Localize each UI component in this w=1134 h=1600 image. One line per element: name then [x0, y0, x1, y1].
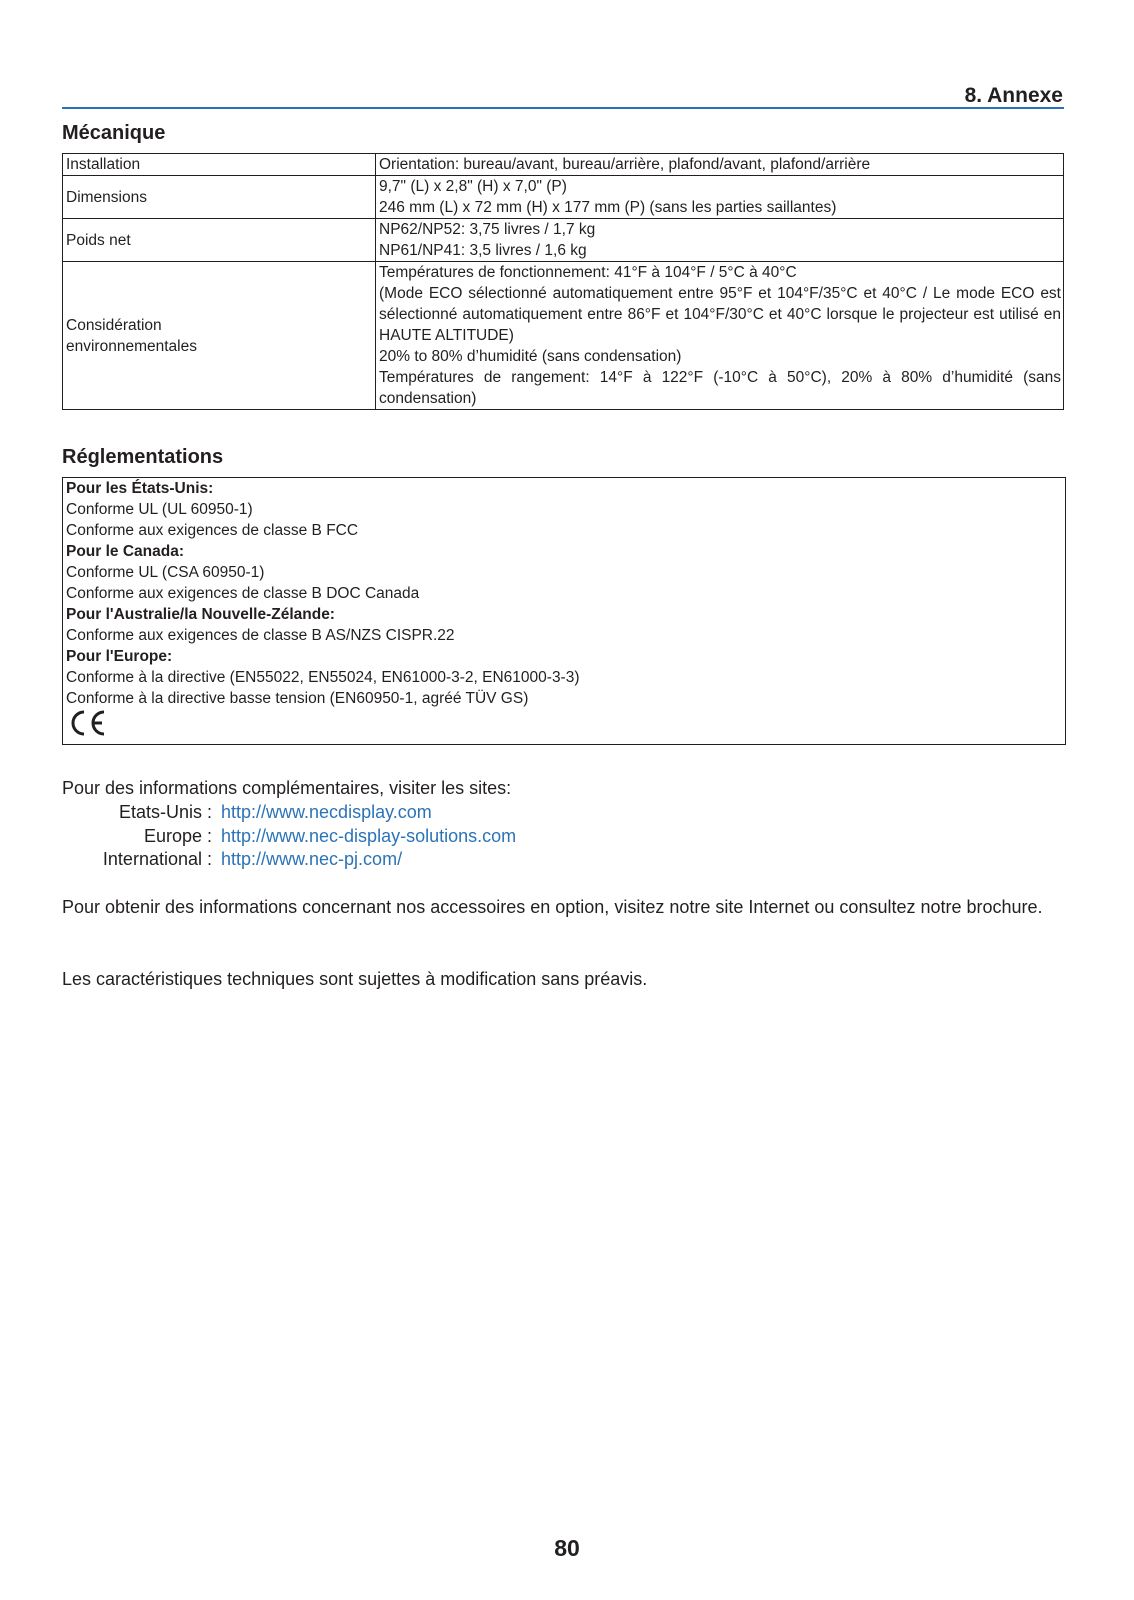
spec-line: 20% to 80% d’humidité (sans condensation)	[379, 348, 682, 365]
canada-line: Conforme UL (CSA 60950-1)	[66, 564, 265, 581]
spec-value	[376, 154, 1064, 176]
spec-line: Températures de rangement: 14°F à 122°F (-10°C à 50°C), 20% à 80% d’humidité (sans condensation)	[379, 369, 1061, 407]
usa-line: Conforme UL (UL 60950-1)	[66, 501, 253, 518]
usa-line: Conforme aux exigences de classe B FCC	[66, 522, 359, 539]
header-rule	[62, 107, 1064, 109]
regulations-heading: Réglementations	[62, 446, 224, 468]
site-row-international	[0, 847, 1134, 871]
spec-line: Températures de fonctionnement: 41°F à 104°F / 5°C à 40°C	[379, 264, 797, 281]
spec-line: 9,7" (L) x 2,8" (H) x 7,0" (P)	[379, 178, 567, 195]
accessories-paragraph: Pour obtenir des informations concernant nos accessoires en option, visitez notre site Internet ou consultez notre brochure.	[62, 897, 1043, 917]
disclaimer-paragraph: Les caractéristiques techniques sont sujettes à modification sans préavis.	[62, 969, 648, 989]
spec-line: (Mode ECO sélectionné automatiquement entre 95°F et 104°F/35°C et 40°C / Le mode ECO est sélectionné automatiquement entre 86°F et 104°F/30°C et 40°C lorsque le projecteur est utilisé en HAUTE ALTITUDE)	[379, 285, 1061, 344]
spec-label: Poids net	[63, 219, 376, 262]
europe-line: Conforme à la directive (EN55022, EN55024, EN61000-3-2, EN61000-3-3)	[66, 669, 580, 686]
site-label: International :	[102, 849, 212, 869]
site-label: Europe :	[143, 826, 212, 846]
canada-heading: Pour le Canada:	[66, 543, 184, 560]
usa-heading: Pour les États-Unis:	[66, 480, 214, 497]
spec-line: Orientation: bureau/avant, bureau/arrière, plafond/avant, plafond/arrière	[379, 156, 871, 173]
mechanical-heading: Mécanique	[62, 122, 166, 144]
site-label: Etats-Unis :	[118, 802, 212, 822]
chapter-title: 8. Annexe	[964, 84, 1063, 107]
page-number: 80	[554, 1535, 580, 1561]
spec-value	[376, 219, 1064, 262]
spec-line: NP61/NP41: 3,5 livres / 1,6 kg	[379, 242, 587, 259]
table-row	[63, 219, 1064, 262]
australia-heading: Pour l'Australie/la Nouvelle-Zélande:	[66, 606, 335, 623]
site-link[interactable]: http://www.necdisplay.com	[221, 802, 432, 822]
table-row	[63, 154, 1064, 176]
spec-value	[376, 176, 1064, 219]
ce-mark-icon	[67, 709, 107, 737]
canada-line: Conforme aux exigences de classe B DOC Canada	[66, 585, 420, 602]
spec-label: Dimensions	[63, 176, 376, 219]
site-row-europe	[0, 824, 1134, 848]
site-link[interactable]: http://www.nec-display-solutions.com	[221, 826, 517, 846]
australia-line: Conforme aux exigences de classe B AS/NZS CISPR.22	[66, 627, 455, 644]
mechanical-table	[62, 153, 1064, 410]
table-row	[63, 176, 1064, 219]
info-intro: Pour des informations complémentaires, visiter les sites:	[62, 778, 512, 798]
site-link[interactable]: http://www.nec-pj.com/	[221, 849, 403, 869]
spec-line: NP62/NP52: 3,75 livres / 1,7 kg	[379, 221, 596, 238]
spec-label: Considération environnementales	[63, 262, 376, 410]
spec-value	[376, 262, 1064, 410]
table-row	[63, 262, 1064, 410]
europe-line: Conforme à la directive basse tension (EN60950-1, agréé TÜV GS)	[66, 690, 529, 707]
spec-label: Installation	[63, 154, 376, 176]
europe-heading: Pour l'Europe:	[66, 648, 173, 665]
site-row-us	[0, 800, 1134, 824]
spec-line: 246 mm (L) x 72 mm (H) x 177 mm (P) (sans les parties saillantes)	[379, 199, 837, 216]
regulations-box	[62, 477, 1066, 745]
